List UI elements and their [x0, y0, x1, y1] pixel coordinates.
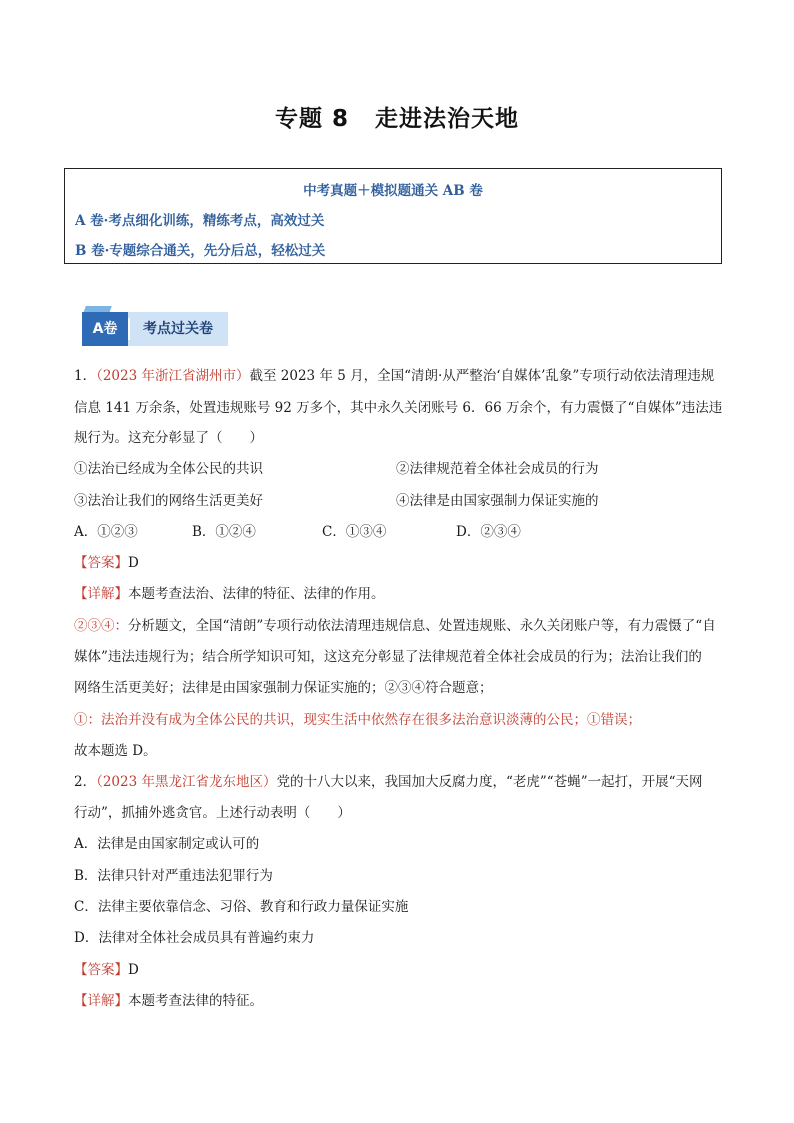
section-tag-b: 考点过关卷: [128, 312, 228, 346]
q1-analysis-lead: ②③④：: [74, 618, 128, 634]
page-title: [0, 100, 794, 133]
info-line-a: A 卷·考点细化训练，精练考点，高效过关: [75, 213, 325, 229]
q2-stem-line-2: 行动”，抓捕外逃贪官。上述行动表明（ ）: [74, 805, 351, 821]
q2-option-a: A．法律是由国家制定或认可的: [74, 836, 260, 852]
q1-answer-label: 【答案】: [74, 555, 128, 571]
q1-analysis-line-3: 网络生活更美好；法律是由国家强制力保证实施的；②③④符合题意；: [74, 680, 493, 696]
q1-number: 1．: [74, 368, 97, 384]
q2-answer-label: 【答案】: [74, 962, 128, 978]
q2-option-b: B．法律只针对严重违法犯罪行为: [74, 868, 273, 884]
title-text: 走进法治天地: [375, 106, 519, 132]
q2-option-c: C．法律主要依靠信念、习俗、教育和行政力量保证实施: [74, 899, 409, 915]
q1-detail-label: 【详解】: [74, 586, 128, 602]
q2-detail-text: 本题考查法律的特征。: [128, 993, 263, 1009]
q1-stem-1: 截至 2023 年 5 月，全国“清朗·从严整治‘自媒体’乱象”专项行动依法清理违规: [249, 368, 715, 384]
section-tag-a: A卷: [82, 312, 128, 346]
q1-option-b: B．①②④: [192, 524, 256, 540]
q1-analysis-line-2: 媒体”违法违规行为；结合所学知识可知，这这充分彰显了法律规范着全体社会成员的行为；法治让我们的: [74, 649, 702, 665]
q2-stem-line-1: [74, 772, 703, 792]
q2-number: 2．: [74, 774, 97, 790]
q1-item-4: ④法律是由国家强制力保证实施的: [396, 493, 599, 509]
q1-option-a: A．①②③: [74, 524, 138, 540]
q2-option-d: D．法律对全体社会成员具有普遍约束力: [74, 930, 315, 946]
q1-item-3: ③法治让我们的网络生活更美好: [74, 493, 263, 509]
q1-answer-value: D: [128, 555, 139, 571]
info-line-b: B 卷·专题综合通关，先分后总，轻松过关: [75, 243, 326, 259]
info-box-heading: 中考真题＋模拟题通关 AB 卷: [303, 183, 483, 199]
q1-stem-line-3: 规行为。这充分彰显了（ ）: [74, 430, 263, 446]
q1-source: （2023 年浙江省湖州市）: [96, 368, 250, 384]
q1-item-1: ①法治已经成为全体公民的共识: [74, 461, 263, 477]
q2-detail-label: 【详解】: [74, 993, 128, 1009]
q1-analysis-1: 分析题文，全国“清朗”专项行动依法清理违规信息、处置违规账、永久关闭账户等，有力震慑了“自: [128, 618, 716, 634]
q1-stem-line-1: [74, 366, 714, 386]
q1-option-d: D．②③④: [456, 524, 521, 540]
q1-detail-text: 本题考查法治、法律的特征、法律的作用。: [128, 586, 385, 602]
q2-stem-1: 党的十八大以来，我国加大反腐力度，“老虎”“苍蝇”一起打，开展“天网: [276, 774, 703, 790]
q1-answer: [74, 553, 139, 573]
info-box: [64, 168, 722, 264]
q1-wrong-line: ①：法治并没有成为全体公民的共识，现实生活中依然存在很多法治意识淡薄的公民；①错误；: [74, 712, 641, 728]
q1-options: [74, 522, 521, 542]
q2-source: （2023 年黑龙江省龙东地区）: [96, 774, 277, 790]
section-tag: [82, 312, 230, 346]
q2-answer: [74, 960, 139, 980]
q1-item-2: ②法律规范着全体社会成员的行为: [396, 461, 599, 477]
q2-detail: [74, 991, 263, 1011]
q1-detail: [74, 584, 385, 604]
q1-conclusion: 故本题选 D。: [74, 743, 157, 759]
q1-option-c: C．①③④: [322, 524, 387, 540]
q1-analysis-line-1: [74, 616, 716, 636]
q1-stem-line-2: 信息 141 万余条，处置违规账号 92 万多个，其中永久关闭账号 6．66 万余个，有力震慑了“自媒体”违法违: [74, 400, 723, 416]
q2-answer-value: D: [128, 962, 139, 978]
title-prefix: 专题 8: [274, 106, 349, 132]
